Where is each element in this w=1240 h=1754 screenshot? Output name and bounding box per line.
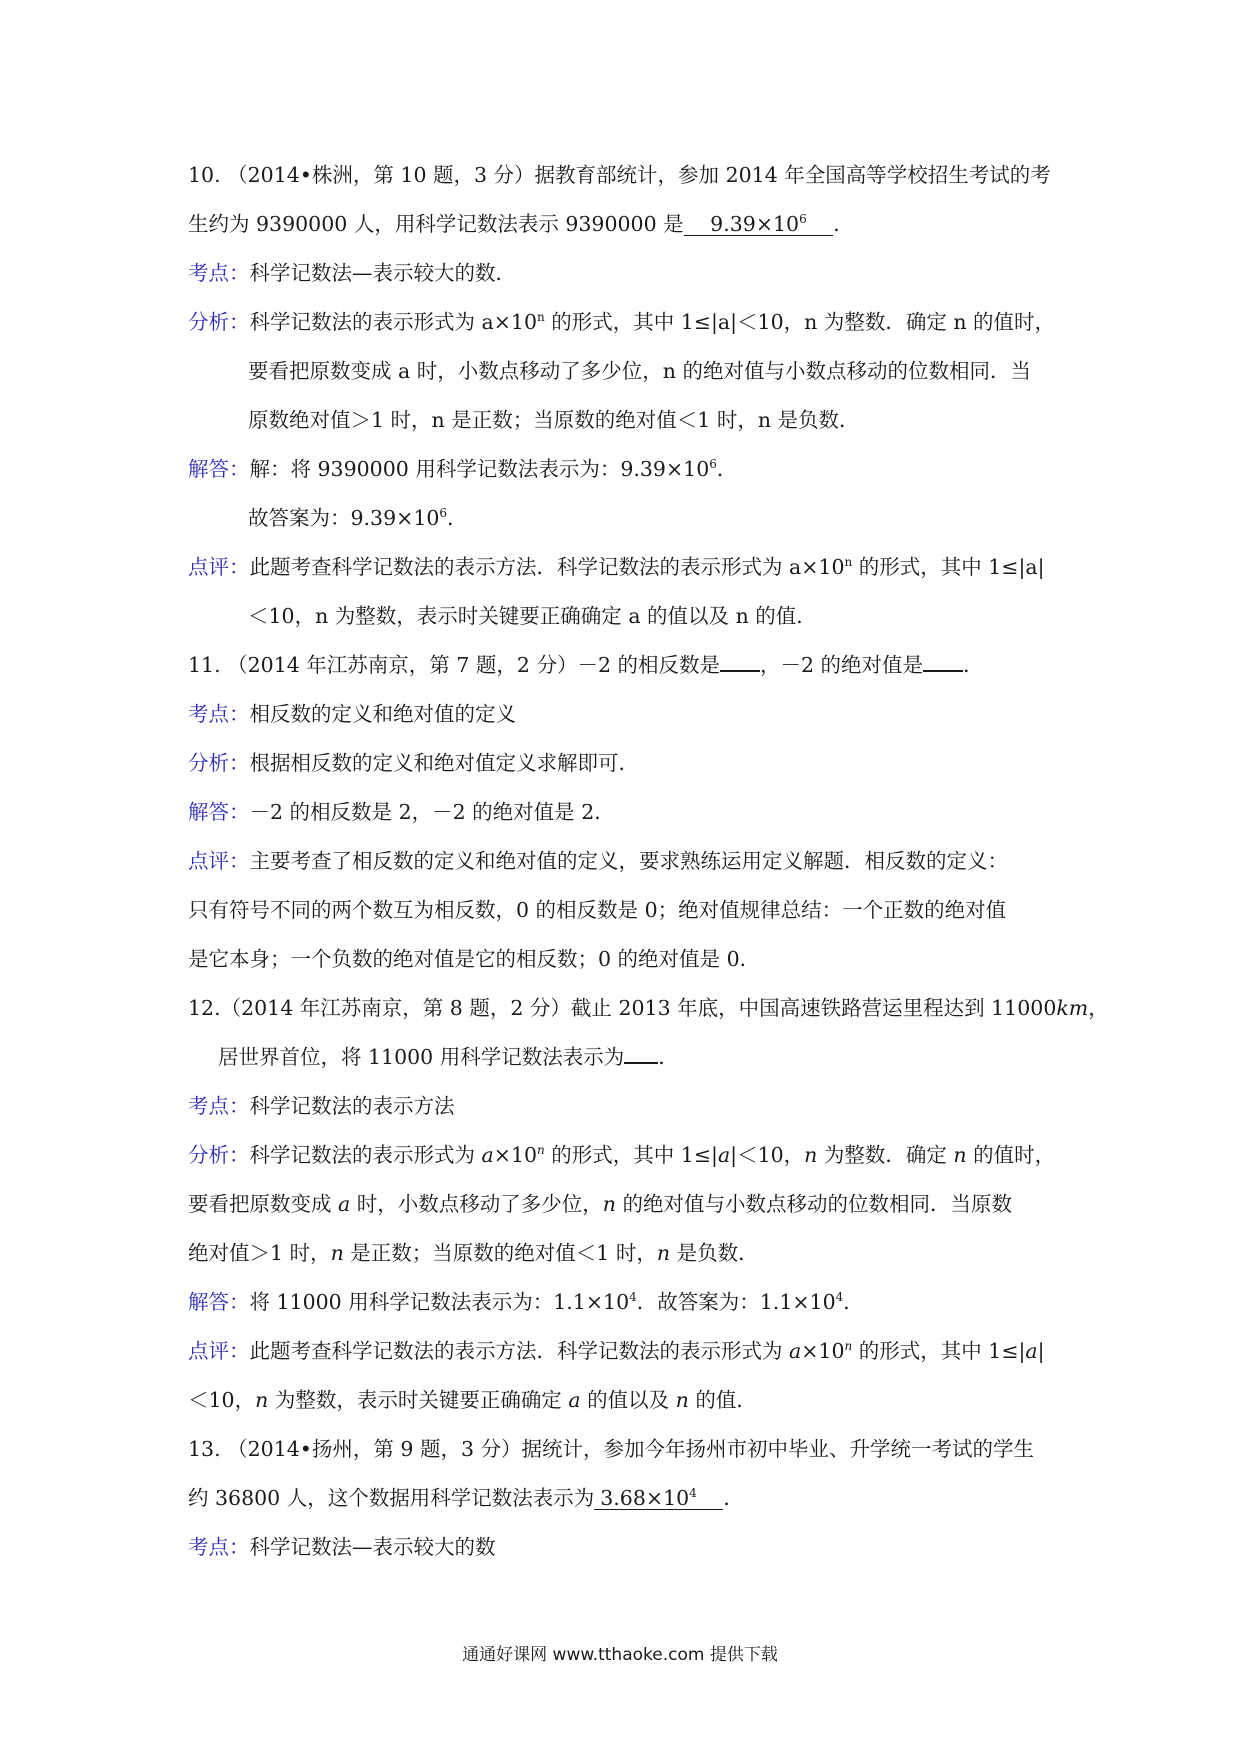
q11-blank-2 [923, 652, 963, 672]
dianping-label: 点评： [188, 555, 250, 579]
q11-jieda: 解答：－2 的相反数是 2，－2 的绝对值是 2． [188, 800, 615, 824]
kaodian-label: 考点： [188, 261, 250, 285]
q13-stem-line2: 约 36800 人，这个数据用科学记数法表示为 $3.68\times 10^4$ ． [188, 1486, 744, 1510]
q12-stem-line2: 居世界首位，将 11000 用科学记数法表示为 ． [218, 1045, 679, 1069]
jieda-label: 解答： [188, 1290, 250, 1314]
q11-stem: 11. （2014 年江苏南京，第 7 题，2 分）－2 的相反数是 ，－2 的绝对值是 ． [188, 653, 984, 677]
q10-kaodian: 考点：科学记数法—表示较大的数． [188, 261, 516, 285]
q10-answer: $9.39\times 10^6$ [684, 213, 834, 236]
q13-stem-line1: 13. （2014•扬州，第 9 题，3 分）据统计，参加今年扬州市初中毕业、升学统一考试的学生 [188, 1437, 1035, 1461]
q10-fenxi-line2: 要看把原数变成 a 时，小数点移动了多少位，n 的绝对值与小数点移动的位数相同．当 [248, 359, 1031, 383]
q13-kaodian: 考点：科学记数法—表示较大的数 [188, 1535, 496, 1559]
q11-blank-1 [720, 652, 760, 672]
jieda-label: 解答： [188, 457, 250, 481]
jieda-label: 解答： [188, 800, 250, 824]
q11-dianping-line2: 只有符号不同的两个数互为相反数，0 的相反数是 0；绝对值规律总结：一个正数的绝对值 [188, 898, 1007, 922]
q10-stem-line1: 10. （2014•株洲，第 10 题，3 分）据教育部统计，参加 2014 年全国高等学校招生考试的考 [188, 163, 1051, 187]
q10-dianping-line2: ＜10，n 为整数，表示时关键要正确确定 a 的值以及 n 的值． [248, 604, 817, 628]
page-footer: 通通好课网 www.tthaoke.com 提供下载 [462, 1645, 778, 1665]
q11-kaodian: 考点：相反数的定义和绝对值的定义 [188, 702, 516, 726]
q10-dianping-line1: 点评：此题考查科学记数法的表示方法．科学记数法的表示形式为 $a\times 10^n$ 的形式，其中 1≤|a| [188, 555, 1045, 579]
kaodian-label: 考点： [188, 1094, 250, 1118]
q10-fenxi-line3: 原数绝对值＞1 时，n 是正数；当原数的绝对值＜1 时，n 是负数． [248, 408, 860, 432]
q12-stem-line1: 12.（2014 年江苏南京，第 8 题，2 分）截止 2013 年底，中国高速铁路营运里程达到 11000km， [188, 996, 1109, 1020]
fenxi-label: 分析： [188, 310, 250, 334]
q12-fenxi-line1: 分析：科学记数法的表示形式为 $a\times 10^n$ 的形式，其中 1≤|a|＜10，n 为整数．确定 n 的值时， [188, 1143, 1056, 1167]
fenxi-label: 分析： [188, 1143, 250, 1167]
q12-dianping-line2: ＜10，n 为整数，表示时关键要正确确定 a 的值以及 n 的值． [188, 1388, 757, 1412]
q12-fenxi-line2: 要看把原数变成 a 时，小数点移动了多少位，n 的绝对值与小数点移动的位数相同．当原数 [188, 1192, 1012, 1216]
q12-fenxi-line3: 绝对值＞1 时，n 是正数；当原数的绝对值＜1 时，n 是负数． [188, 1241, 759, 1265]
q10-jieda-line1: 解答：解：将 9390000 用科学记数法表示为：$9.39\times 10^6$． [188, 457, 738, 481]
q10-fenxi-line1: 分析：科学记数法的表示形式为 $a\times 10^n$ 的形式，其中 1≤|a|＜10，n 为整数．确定 n 的值时， [188, 310, 1056, 334]
q11-fenxi: 分析：根据相反数的定义和绝对值定义求解即可． [188, 751, 639, 775]
dianping-label: 点评： [188, 849, 250, 873]
q10-jieda-line2: 故答案为：$9.39\times 10^6$． [248, 506, 468, 530]
kaodian-label: 考点： [188, 1535, 250, 1559]
q12-blank [624, 1044, 658, 1064]
kaodian-label: 考点： [188, 702, 250, 726]
fenxi-label: 分析： [188, 751, 250, 775]
q13-answer: $3.68\times 10^4$ [594, 1487, 723, 1510]
q11-dianping-line1: 点评：主要考查了相反数的定义和绝对值的定义，要求熟练运用定义解题．相反数的定义： [188, 849, 1008, 873]
q12-kaodian: 考点：科学记数法的表示方法 [188, 1094, 455, 1118]
q11-dianping-line3: 是它本身；一个负数的绝对值是它的相反数；0 的绝对值是 0． [188, 947, 761, 971]
q10-stem-line2: 生约为 9390000 人，用科学记数法表示 9390000 是 $9.39\times 10^6$ ． [188, 212, 854, 236]
q12-jieda: 解答：将 11000 用科学记数法表示为：$1.1\times 10^4$．故答案为：$1.1\times 10^4$． [188, 1290, 864, 1314]
dianping-label: 点评： [188, 1339, 250, 1363]
q12-dianping-line1: 点评：此题考查科学记数法的表示方法．科学记数法的表示形式为 $a\times 10^n$ 的形式，其中 1≤|a| [188, 1339, 1045, 1363]
